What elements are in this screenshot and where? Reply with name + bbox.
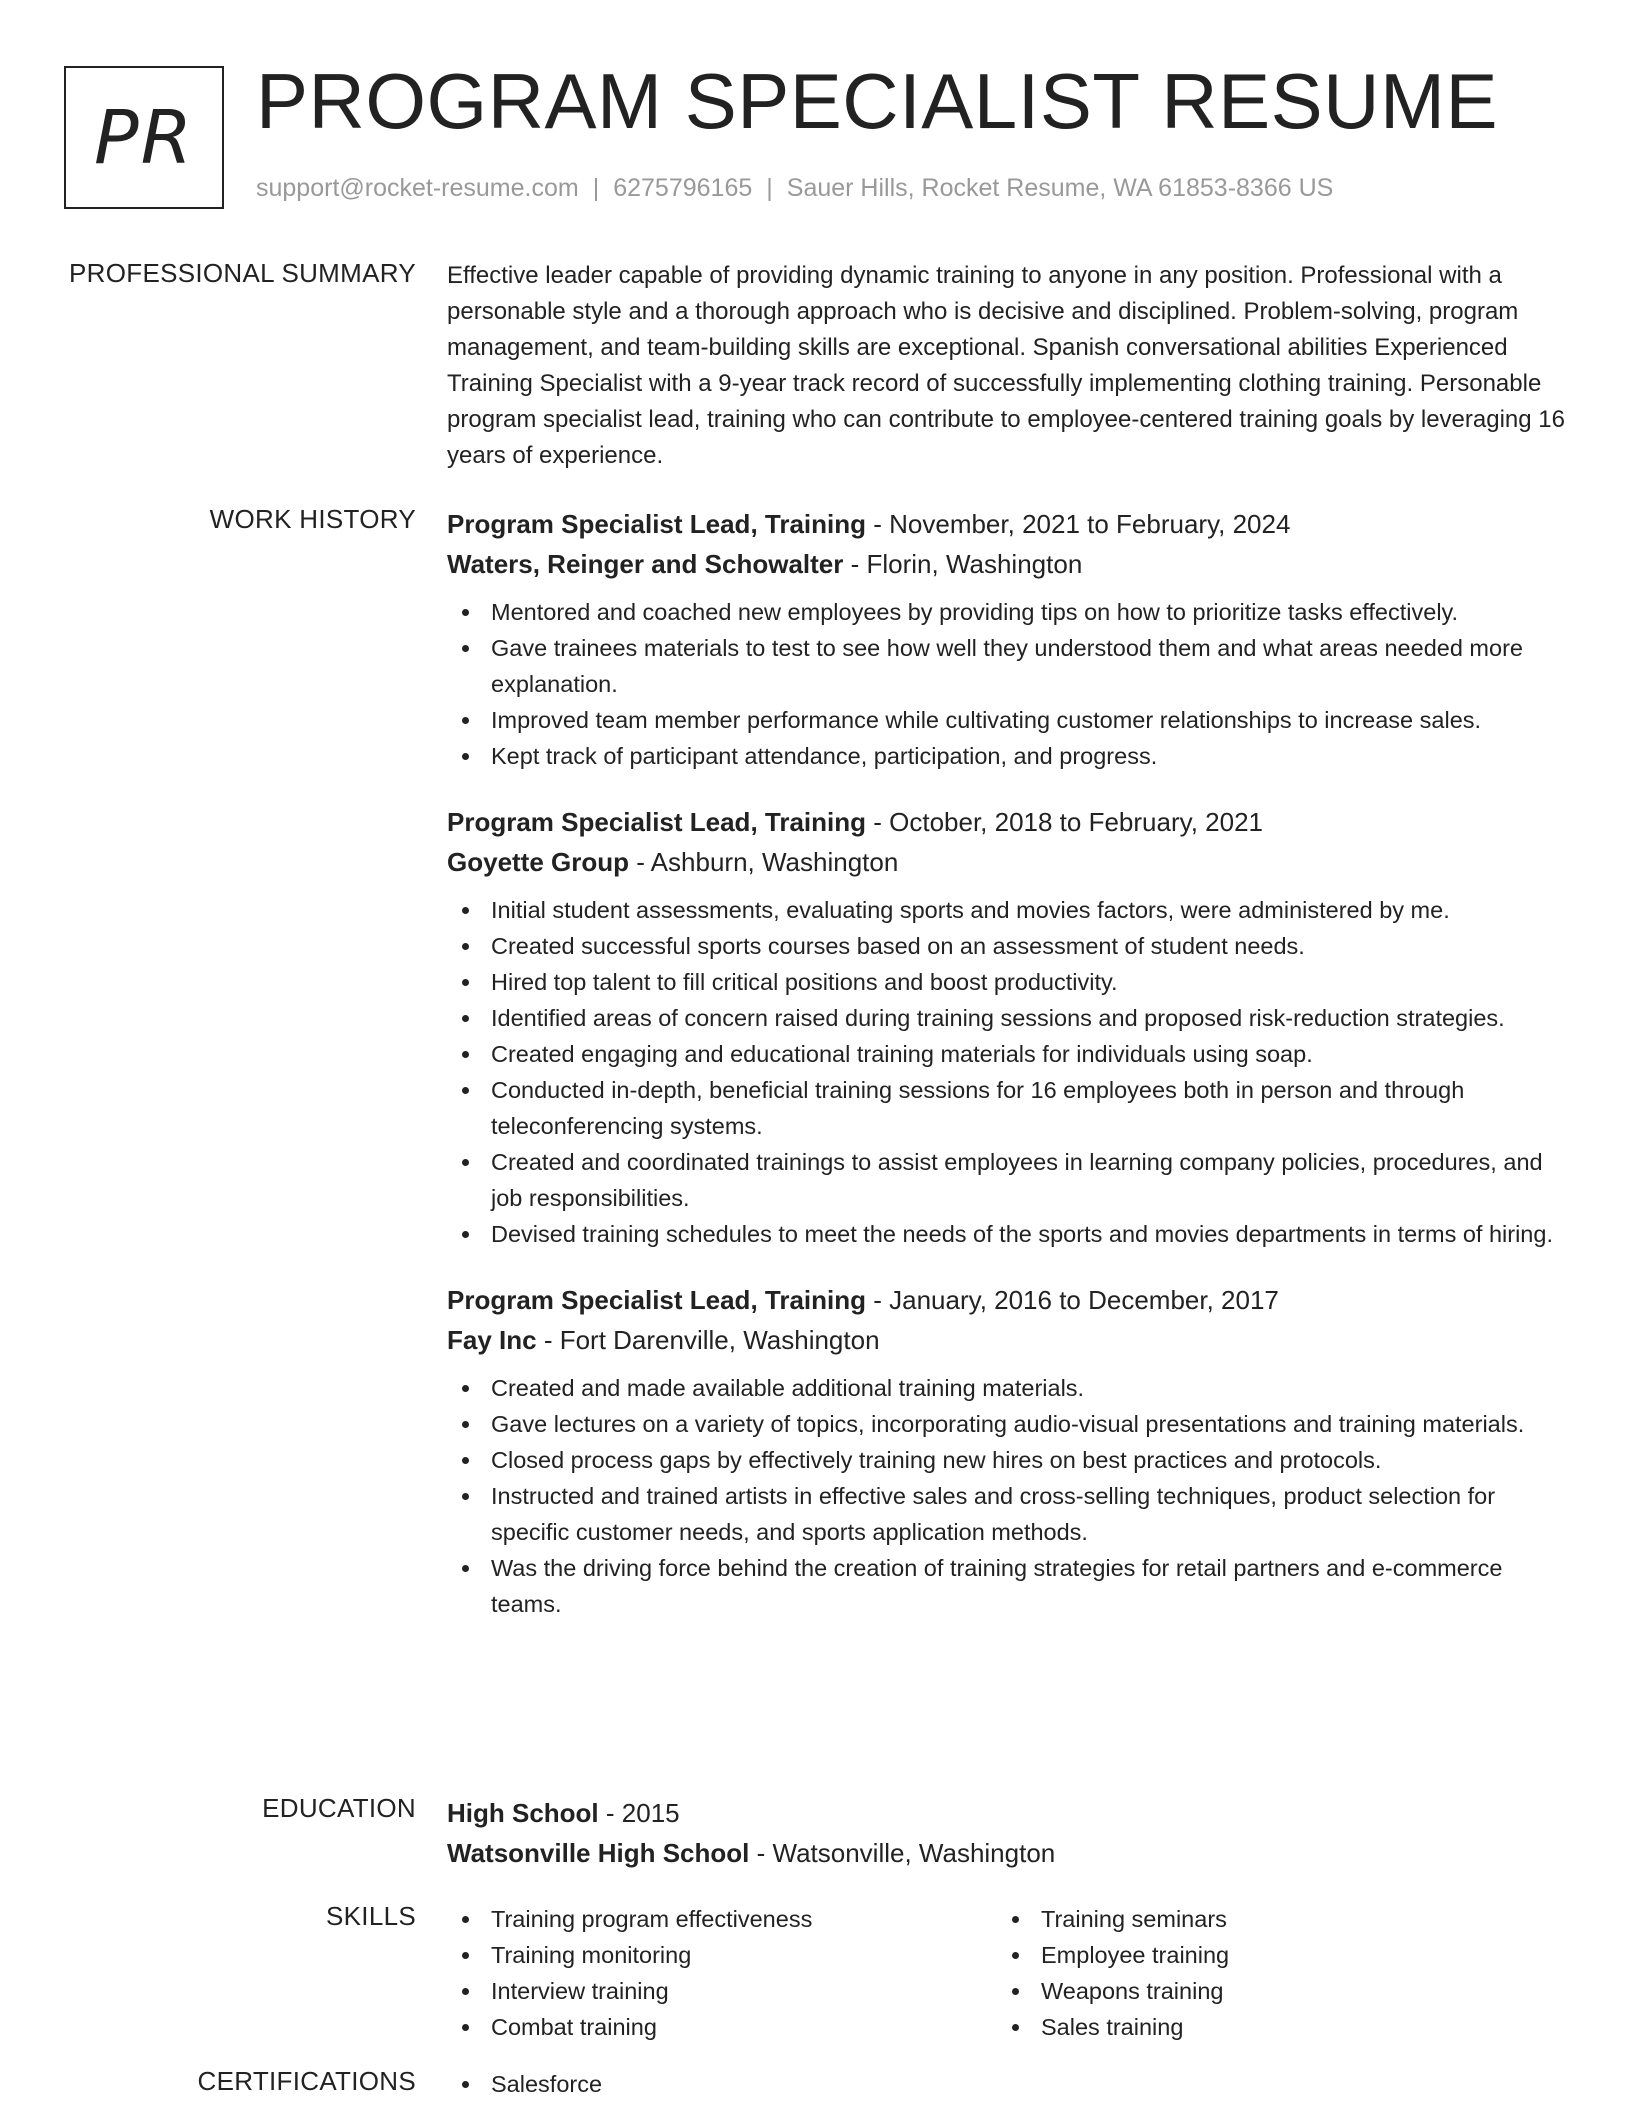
contact-email: support@rocket-resume.com [256,174,579,202]
job-bullets [447,594,1572,774]
job-bullet: Devised training schedules to meet the needs of the sports and movies departments in terms of hiring. [447,1216,1572,1252]
job-dates: - November, 2021 to February, 2024 [866,509,1291,539]
job-title-line [447,802,1572,842]
education-degree-line [447,1793,1572,1833]
job-dates: - October, 2018 to February, 2021 [866,807,1263,837]
skill-item: Training seminars [997,1901,1547,1937]
job-bullet: Was the driving force behind the creation of training strategies for retail partners and e-commerce teams. [447,1550,1572,1622]
job-company-line [447,1320,1572,1360]
skills-column-left [447,1901,997,2045]
education-degree: High School [447,1798,599,1828]
job-location: - Ashburn, Washington [629,847,899,877]
resume-title: PROGRAM SPECIALIST RESUME [256,57,1498,145]
job-bullet: Kept track of participant attendance, participation, and progress. [447,738,1572,774]
skill-item: Training monitoring [447,1937,997,1973]
job-company: Fay Inc [447,1325,537,1355]
education-year: - 2015 [598,1798,680,1828]
monogram-initials: PR [93,94,195,181]
certification-item: Salesforce [447,2066,997,2102]
job-bullet: Instructed and trained artists in effective sales and cross-selling techniques, product selection for specific customer needs, and sports application methods. [447,1478,1572,1550]
job-title: Program Specialist Lead, Training [447,807,867,837]
skill-item: Combat training [447,2009,997,2045]
contact-phone: 6275796165 [613,174,753,202]
job-bullet: Initial student assessments, evaluating sports and movies factors, were administered by me. [447,892,1572,928]
skills-grid [447,1901,1572,2045]
summary-text: Effective leader capable of providing dynamic training to anyone in any position. Professional with a personable style and a thorough approach who is decisive and disciplined. Problem-solving, program management, and team-building skills are exceptional. Spanish conversational abilities Experienced Training Specialist with a 9-year track record of successfully implementing clothing training. Personable program specialist lead, training who can contribute to employee-centered training goals by leveraging 16 years of experience. [447,262,1565,469]
job-company-line [447,842,1572,882]
job-bullet: Gave trainees materials to test to see how well they understood them and what areas needed more explanation. [447,630,1572,702]
job-dates: - January, 2016 to December, 2017 [866,1285,1279,1315]
job-bullets [447,892,1572,1252]
job-bullet: Closed process gaps by effectively training new hires on best practices and protocols. [447,1442,1572,1478]
certifications-column [447,2066,997,2102]
job-bullets [447,1370,1572,1622]
education-body [447,1793,1572,1873]
skills-body [447,1901,1572,2045]
job-bullet: Created and coordinated trainings to assist employees in learning company policies, procedures, and job responsibilities. [447,1144,1572,1216]
job-bullet: Hired top talent to fill critical positions and boost productivity. [447,964,1572,1000]
job-bullet: Conducted in-depth, beneficial training sessions for 16 employees both in person and through teleconferencing systems. [447,1072,1572,1144]
work-history-body [447,504,1572,1622]
contact-separator: | [592,174,600,202]
job-bullet: Gave lectures on a variety of topics, incorporating audio-visual presentations and training materials. [447,1406,1572,1442]
job-bullet: Created successful sports courses based on an assessment of student needs. [447,928,1572,964]
job-bullet: Identified areas of concern raised during training sessions and proposed risk-reduction strategies. [447,1000,1572,1036]
job-title-line [447,1280,1572,1320]
certifications-label: CERTIFICATIONS [197,2066,416,2096]
contact-line [256,174,1333,203]
contact-separator: | [766,174,773,202]
job-bullet: Mentored and coached new employees by providing tips on how to prioritize tasks effectively. [447,594,1572,630]
skills-label: SKILLS [326,1901,416,1931]
education-school-line [447,1833,1572,1873]
job-entry [447,802,1572,1252]
skill-item: Sales training [997,2009,1547,2045]
job-company: Goyette Group [447,847,630,877]
job-company-line [447,544,1572,584]
job-location: - Florin, Washington [843,549,1083,579]
skills-column-right [997,1901,1547,2045]
skill-item: Weapons training [997,1973,1547,2009]
monogram-box [64,66,224,209]
job-bullet: Created engaging and educational training materials for individuals using soap. [447,1036,1572,1072]
job-bullet: Improved team member performance while cultivating customer relationships to increase sales. [447,702,1572,738]
work-history-label: WORK HISTORY [209,504,416,534]
job-company: Waters, Reinger and Schowalter [447,549,844,579]
job-entry [447,504,1572,774]
education-location: - Watsonville, Washington [749,1838,1056,1868]
skill-item: Employee training [997,1937,1547,1973]
job-bullet: Created and made available additional training materials. [447,1370,1572,1406]
job-entry [447,1280,1572,1622]
education-label: EDUCATION [262,1793,416,1823]
summary-label: PROFESSIONAL SUMMARY [69,258,416,288]
job-title: Program Specialist Lead, Training [447,1285,867,1315]
education-school: Watsonville High School [447,1838,750,1868]
certifications-body [447,2066,1572,2102]
job-title: Program Specialist Lead, Training [447,509,867,539]
skill-item: Training program effectiveness [447,1901,997,1937]
contact-address: Sauer Hills, Rocket Resume, WA 61853-8366 US [786,174,1334,202]
job-title-line [447,504,1572,544]
certifications-list [447,2066,1572,2102]
job-location: - Fort Darenville, Washington [536,1325,880,1355]
skill-item: Interview training [447,1973,997,2009]
